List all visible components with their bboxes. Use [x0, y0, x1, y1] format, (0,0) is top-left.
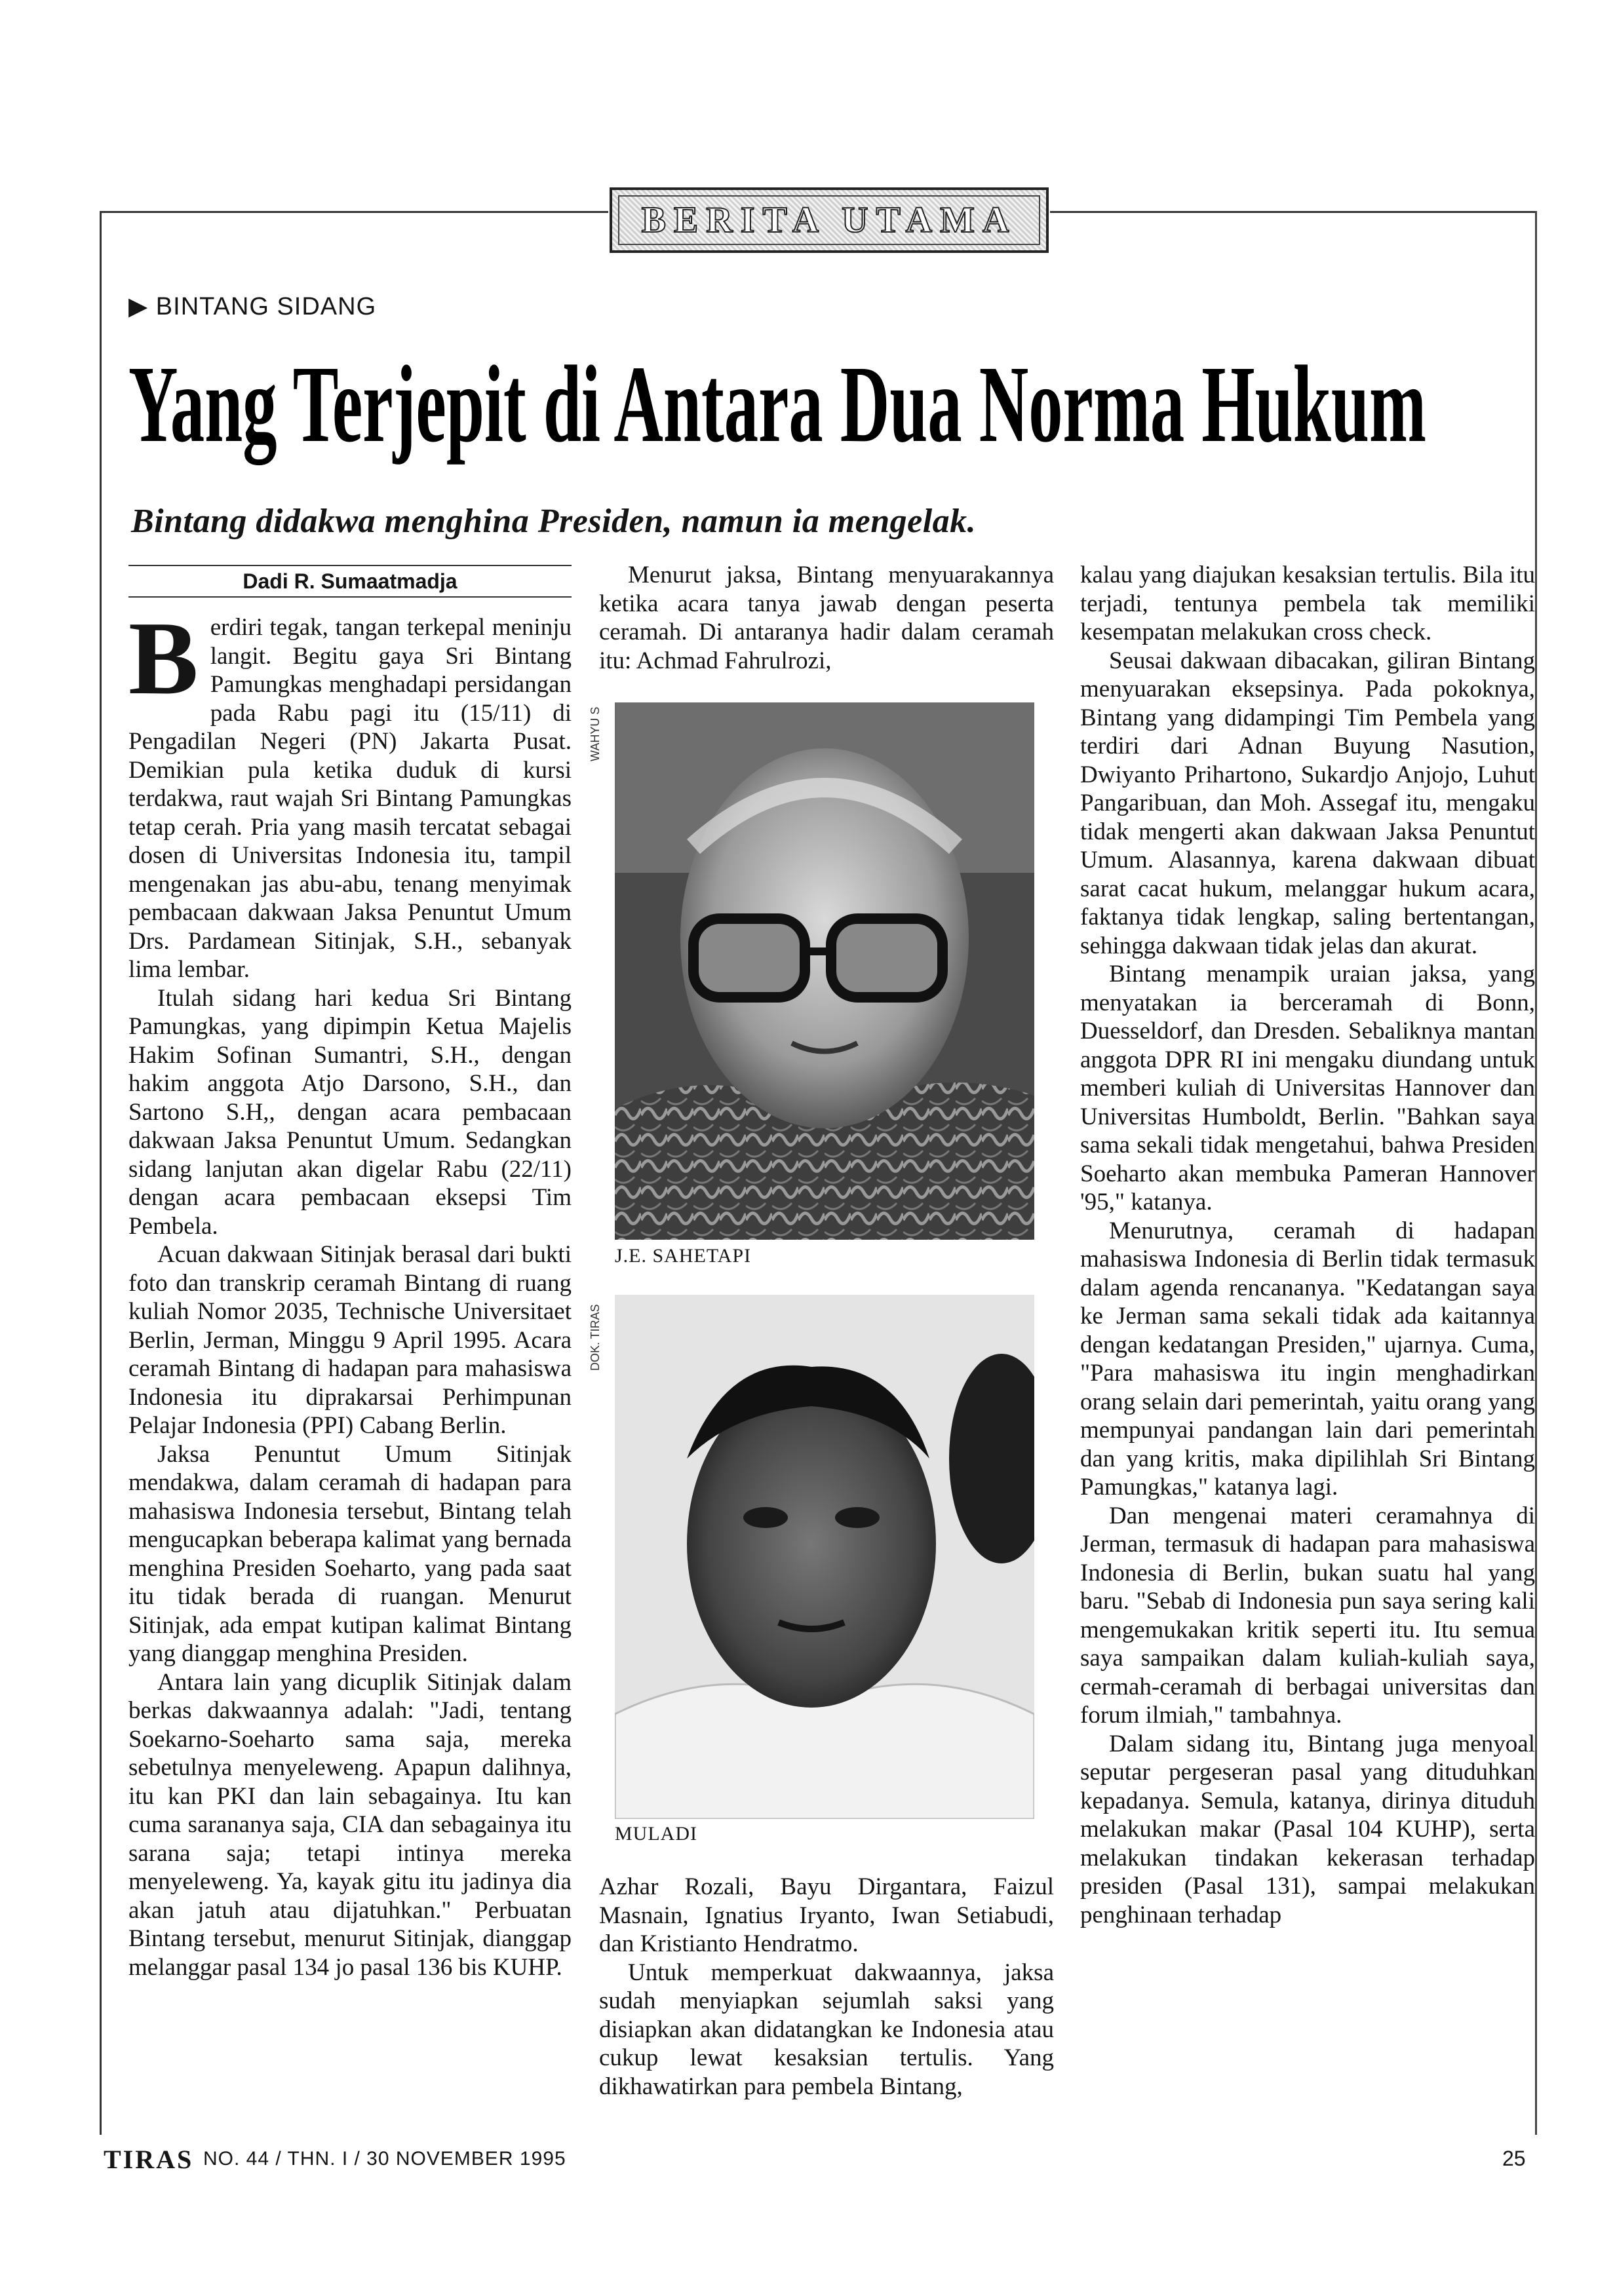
photo-caption: J.E. SAHETAPI — [615, 1245, 752, 1267]
paragraph: Dan mengenai materi ceramahnya di Jerman, termasuk di hadapan para mahasiswa Indonesia di Berlin, bukan suatu hal yang baru. "Sebab di Indonesia pun saya sering kali mengemukakan kritik seperti itu. Itu semua saya sampaikan dalam kuliah-kuliah saya, cermah-ceramah di berbagai universitas dan forum ilmiah," tambahnya. — [1080, 1502, 1535, 1729]
paragraph: Jaksa Penuntut Umum Sitinjak mendakwa, dalam ceramah di hadapan para mahasiswa Indonesia tersebut, Bintang telah mengucapkan beberapa kalimat yang bernada menghina Presiden Soeharto, yang pada saat itu tidak berada di ruangan. Menurut Sitinjak, ada empat kutipan kalimat Bintang yang dianggap menghina Presiden. — [128, 1440, 572, 1667]
photo-je-sahetapi — [615, 702, 1034, 1240]
footer-masthead: TIRAS — [104, 2145, 194, 2174]
paragraph: Menurut jaksa, Bintang menyuarakannya ketika acara tanya jawab dengan peserta ceramah. Di antaranya hadir dalam ceramah itu: Achmad Fahrulrozi, — [599, 562, 1054, 674]
paragraph: Seusai dakwaan dibacakan, giliran Bintang menyuarakan eksepsinya. Pada pokoknya, Bintang yang didampingi Tim Pembela yang terdiri dari Adnan Buyung Nasution, Dwiyanto Prihartono, Sukardjo Anjojo, Luhut Pangaribuan, dan Moh. Assegaf itu, mengaku tidak mengerti akan dakwaan Jaksa Penuntut Umum. Alasannya, karena dakwaan dibuat sarat cacat hukum, melanggar hukum acara, faktanya tidak lengkap, saling bertentangan, sehingga dakwaan tidak jelas dan akurat. — [1080, 647, 1535, 959]
headline — [128, 357, 1439, 469]
frame-rule-top-right — [1050, 211, 1536, 213]
paragraph: Acuan dakwaan Sitinjak berasal dari bukti foto dan transkrip ceramah Bintang di ruang kuliah Nomor 2035, Technische Universitaet Berlin, Jerman, Minggu 9 April 1995. Acara ceramah Bintang di hadapan para mahasiswa Indonesia itu diprakarsai Perhimpunan Pelajar Indonesia (PPI) Cabang Berlin. — [128, 1241, 572, 1439]
frame-rule-right — [1535, 211, 1537, 2135]
paragraph: Bintang menampik uraian jaksa, yang menyatakan ia berceramah di Bonn, Duesseldorf, dan Dresden. Sebaliknya mantan anggota DPR RI ini mengaku diundang untuk memberi kuliah di Universitas Hannover dan Universitas Humboldt, Berlin. "Bahkan saya sama sekali tidak mengetahui, bahwa Presiden Soeharto akan membuka Pameran Hannover '95," katanya. — [1080, 961, 1535, 1215]
page-number: 25 — [1502, 2147, 1526, 2170]
photo-caption: MULADI — [615, 1823, 697, 1845]
frame-rule-top-left — [100, 211, 608, 213]
paragraph: Itulah sidang hari kedua Sri Bintang Pamungkas, yang dipimpin Ketua Majelis Hakim Sofinan Sumantri, S.H., dengan hakim anggota Atjo Darsono, S.H., dan Sartono S.H,, dengan acara pembacaan dakwaan Jaksa Penuntut Umum. Sedangkan sidang lanjutan akan digelar Rabu (22/11) dengan acara pembacaan eksepsi Tim Pembela. — [128, 984, 572, 1240]
paragraph: Berdiri tegak, tangan terkepal meninju langit. Begitu gaya Sri Bintang Pamungkas menghadapi persidangan pada Rabu pagi itu (15/11) di Pengadilan Negeri (PN) Jakarta Pusat. Demikian pula ketika duduk di kursi terdakwa, raut wajah Sri Bintang Pamungkas tetap cerah. Pria yang masih tercatat sebagai dosen di Universitas Indonesia itu, tampil mengenakan jas abu-abu, tenang menyimak pembacaan dakwaan Jaksa Penuntut Umum Drs. Pardamean Sitinjak, S.H., sebanyak lima lembar. — [128, 600, 572, 983]
article-column-2-top — [599, 561, 1054, 675]
photo-muladi — [615, 1295, 1034, 1819]
footer-issue-info: NO. 44 / THN. I / 30 NOVEMBER 1995 — [203, 2148, 566, 2170]
frame-rule-left — [100, 211, 102, 2135]
kicker — [128, 292, 376, 321]
kicker-arrow-icon: ▶ — [128, 293, 149, 320]
byline: Dadi R. Sumaatmadja — [128, 565, 572, 598]
photo-credit: WAHYU S — [589, 706, 602, 761]
drop-cap: B — [128, 600, 199, 716]
paragraph: Dalam sidang itu, Bintang juga menyoal seputar pergeseran pasal yang dituduhkan kepadanya. Semula, katanya, dirinya dituduh melakukan makar (Pasal 104 KUHP), serta melakukan tindakan kekerasan terhadap presiden (Pasal 131), sampai melakukan penghinaan terhadap — [1080, 1730, 1535, 1928]
article-column-3 — [1080, 561, 1535, 1929]
paragraph: kalau yang diajukan kesaksian tertulis. Bila itu terjadi, tentunya pembela tak memiliki kesempatan melakukan cross check. — [1080, 562, 1535, 645]
photo-credit: DOK. TIRAS — [589, 1304, 602, 1371]
article-column-2-bottom — [599, 1873, 1054, 2101]
paragraph: Menurutnya, ceramah di hadapan mahasiswa Indonesia di Berlin tidak termasuk dalam agenda rencananya. "Kedatangan saya ke Jerman sama sekali tidak ada kaitannya dengan kedatangan Presiden," ujarnya. Cuma, "Para mahasiswa itu ingin menghadirkan orang selain dari pemerintah, yaitu orang yang mempunyai pandangan lain dari pemerintah dan yang kritis, maka dipilihlah Sri Bintang Pamungkas," katanya lagi. — [1080, 1217, 1535, 1501]
paragraph: Antara lain yang dicuplik Sitinjak dalam berkas dakwaannya adalah: "Jadi, tentang Soekarno-Soeharto sama saja, mereka sebetulnya menyeleweng. Apapun dalihnya, itu kan PKI dan lain sebagainya. Itu kan cuma sarananya saja, CIA dan sebagainya itu sarana saja; tetapi intinya mereka menyeleweng. Ya, kayak gitu itu jadinya dia akan jatuh atau dijatuhkan." Perbuatan Bintang tersebut, menurut Sitinjak, dianggap melanggar pasal 134 jo pasal 136 bis KUHP. — [128, 1668, 572, 1981]
paragraph: Azhar Rozali, Bayu Dirgantara, Faizul Masnain, Ignatius Iryanto, Iwan Setiabudi, dan Kristianto Hendratmo. — [599, 1873, 1054, 1957]
paragraph: Untuk memperkuat dakwaannya, jaksa sudah menyiapkan sejumlah saksi yang disiapkan akan didatangkan ke Indonesia atau cukup lewat kesaksian tertulis. Yang dikhawatirkan para pembela Bintang, — [599, 1959, 1054, 2100]
article-column-1 — [128, 600, 572, 1981]
rubric-label: BERITA UTAMA — [641, 200, 1017, 240]
headline-text: Yang Terjepit di Antara Dua Norma Hukum — [128, 357, 1426, 465]
section-rubric — [610, 187, 1049, 253]
deck-subtitle: Bintang didakwa menghina Presiden, namun ia mengelak. — [131, 503, 977, 540]
kicker-label: BINTANG SIDANG — [155, 293, 377, 320]
